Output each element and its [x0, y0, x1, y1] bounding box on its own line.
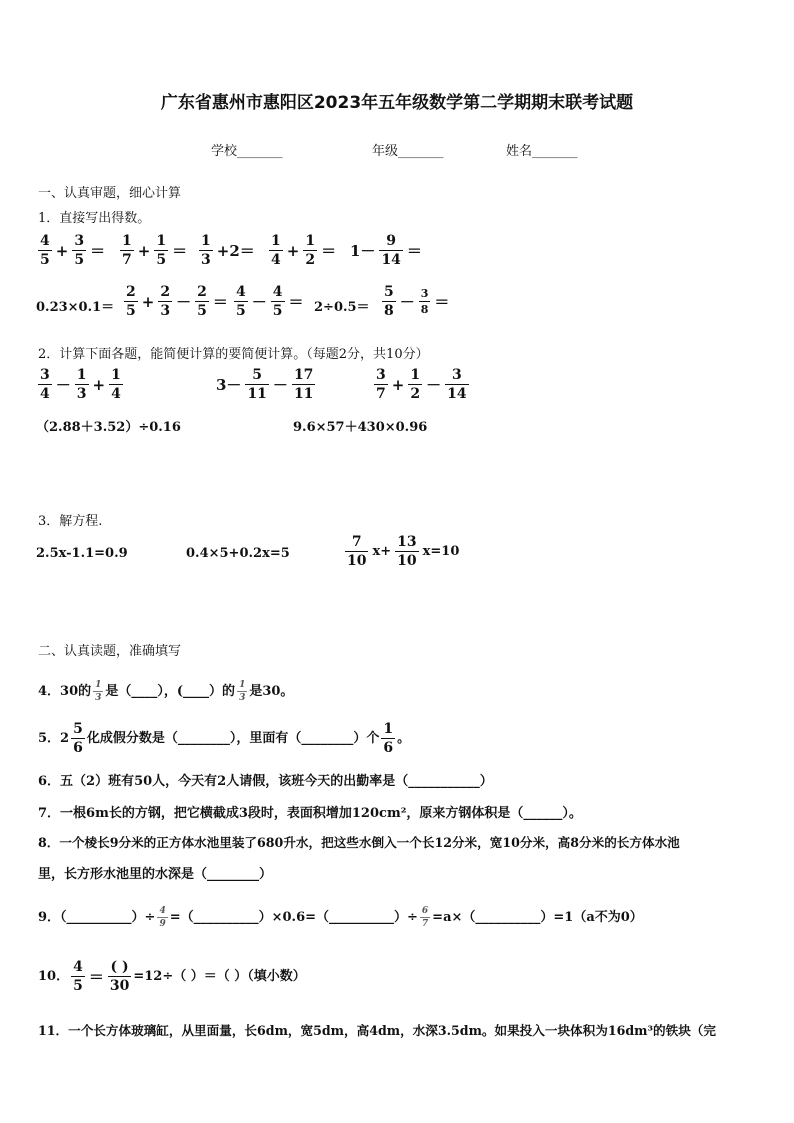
fraction: $\frac{1}{7}$	[122, 233, 132, 268]
q1-r1-a: $\frac{4}{5}$ + $\frac{3}{5}$ ＝	[40, 233, 106, 268]
fraction: $\frac{4}{5}$	[40, 233, 50, 268]
grade-field[interactable]: 年级_______	[372, 144, 444, 159]
q2-label: 2．计算下面各题，能简便计算的要简便计算。（每题2分，共10分）	[38, 347, 429, 362]
fraction: $\frac{3}{4}$	[40, 367, 50, 402]
q8-line1: 8．一个棱长9分米的正方体水池里装了680升水，把这些水倒入一个长12分米，宽10分米，高8分米的长方体水池	[38, 835, 680, 850]
fraction: $\frac{3}{5}$	[74, 233, 85, 268]
fraction: $\frac{1}{3}$	[76, 367, 87, 402]
fraction: $\frac{2}{5}$	[197, 284, 207, 319]
q1-r2-d: 2÷0.5＝	[314, 300, 370, 315]
q1-label: 1．直接写出得数。	[38, 211, 151, 226]
q3-c: $\frac{7}{10}$ x+ $\frac{13}{10}$ x=10	[347, 534, 460, 569]
page-title: 广东省惠州市惠阳区2023年五年级数学第二学期期末联考试题	[160, 93, 634, 113]
q7: 7．一根6m长的方钢，把它横截成3段时，表面积增加120cm²，原来方钢体积是（______）。	[38, 806, 582, 821]
fraction: $\frac{5}{8}$	[384, 284, 394, 319]
q3-b: 0.4×5+0.2x=5	[186, 546, 290, 561]
q3-label: 3．解方程.	[38, 514, 103, 529]
q1-r2-e: $\frac{5}{8}$ － $\frac{3}{8}$ ＝	[384, 284, 450, 319]
q1-r1-e: 1－ $\frac{9}{14}$ ＝	[350, 233, 422, 268]
fraction: $\frac{3}{8}$	[420, 287, 429, 316]
fraction: $\frac{7}{10}$	[347, 534, 367, 569]
q9: 9．（__________）÷ $\frac{4}{9}$ =（__________）×0.6=（__________）÷ $\frac{6}{7}$ =a×（__________）=1（a不为0）	[38, 905, 643, 929]
fraction: $\frac{1}{2}$	[410, 367, 421, 402]
name-field[interactable]: 姓名_______	[506, 144, 578, 159]
q2-b: 3－ $\frac{5}{11}$ － $\frac{17}{11}$	[216, 367, 314, 402]
fraction: $\frac{4}{5}$	[236, 284, 246, 319]
q5: 5．2 $\frac{5}{6}$ 化成假分数是（________），里面有（________）个 $\frac{1}{6}$ 。	[38, 721, 411, 756]
fraction: $\frac{4}{5}$	[73, 959, 83, 994]
q1-r2-a: 0.23×0.1＝	[36, 300, 115, 315]
fraction: $\frac{2}{5}$	[126, 284, 136, 319]
fraction: $\frac{9}{14}$	[381, 233, 401, 268]
fraction: $\frac{4}{5}$	[272, 284, 283, 319]
fraction: $\frac{1}{4}$	[271, 233, 281, 268]
fraction: $\frac{2}{3}$	[160, 284, 171, 319]
school-field[interactable]: 学校_______	[211, 144, 283, 159]
fraction: $\frac{1}{2}$	[305, 233, 316, 268]
section1-heading: 一、认真审题，细心计算	[38, 186, 182, 201]
q1-r2-b: $\frac{2}{5}$ + $\frac{2}{3}$ － $\frac{2}{5}$ ＝	[126, 284, 228, 319]
q3-a: 2.5x-1.1=0.9	[36, 546, 128, 561]
fraction: $\frac{1}{3}$	[239, 679, 246, 703]
q1-r1-d: $\frac{1}{4}$ + $\frac{1}{2}$ ＝	[271, 233, 337, 268]
fraction: $\frac{1}{4}$	[111, 367, 121, 402]
q11: 11．一个长方体玻璃缸，从里面量，长6dm，宽5dm，高4dm，水深3.5dm。如果投入一块体积为16dm³的铁块（完	[38, 1023, 716, 1038]
fraction: $\frac{1}{6}$	[383, 721, 394, 756]
fraction: $\frac{17}{11}$	[293, 367, 314, 402]
fraction: $\frac{4}{9}$	[159, 905, 166, 929]
q6: 6．五（2）班有50人，今天有2人请假，该班今天的出勤率是（___________）	[38, 774, 493, 789]
fraction: $\frac{3}{7}$	[376, 367, 386, 402]
q4: 4．30的 $\frac{1}{3}$ 是（____），(____）的 $\frac{1}{3}$ 是30。	[38, 679, 294, 703]
fraction: $\frac{6}{7}$	[421, 905, 429, 929]
q1-r1-b: $\frac{1}{7}$ + $\frac{1}{5}$ ＝	[122, 233, 188, 268]
q1-r1-c: $\frac{1}{3}$ +2＝	[201, 233, 255, 268]
fraction: $\frac{13}{10}$	[397, 534, 417, 569]
fraction: $\frac{( )}{30}$	[109, 959, 130, 994]
q2-c: $\frac{3}{7}$ + $\frac{1}{2}$ － $\frac{3}{14}$	[376, 367, 467, 402]
q2-e: 9.6×57＋430×0.96	[293, 420, 428, 435]
fraction: $\frac{3}{14}$	[447, 367, 467, 402]
q10: 10． $\frac{4}{5}$ ＝ $\frac{( )}{30}$ =12÷（ ）＝（ ）（填小数）	[38, 959, 306, 994]
fraction: $\frac{1}{3}$	[201, 233, 211, 268]
fraction: $\frac{5}{6}$	[73, 721, 83, 756]
fraction: $\frac{1}{3}$	[95, 679, 102, 703]
section2-heading: 二、认真读题，准确填写	[38, 644, 182, 659]
q2-a: $\frac{3}{4}$ － $\frac{1}{3}$ + $\frac{1}{4}$	[40, 367, 121, 402]
fraction: $\frac{5}{11}$	[247, 367, 267, 402]
q1-r2-c: $\frac{4}{5}$ － $\frac{4}{5}$ ＝	[236, 284, 304, 319]
fraction: $\frac{1}{5}$	[156, 233, 167, 268]
q8-line2: 里，长方形水池里的水深是（________）	[38, 867, 273, 882]
q2-d: （2.88＋3.52）÷0.16	[36, 420, 181, 435]
